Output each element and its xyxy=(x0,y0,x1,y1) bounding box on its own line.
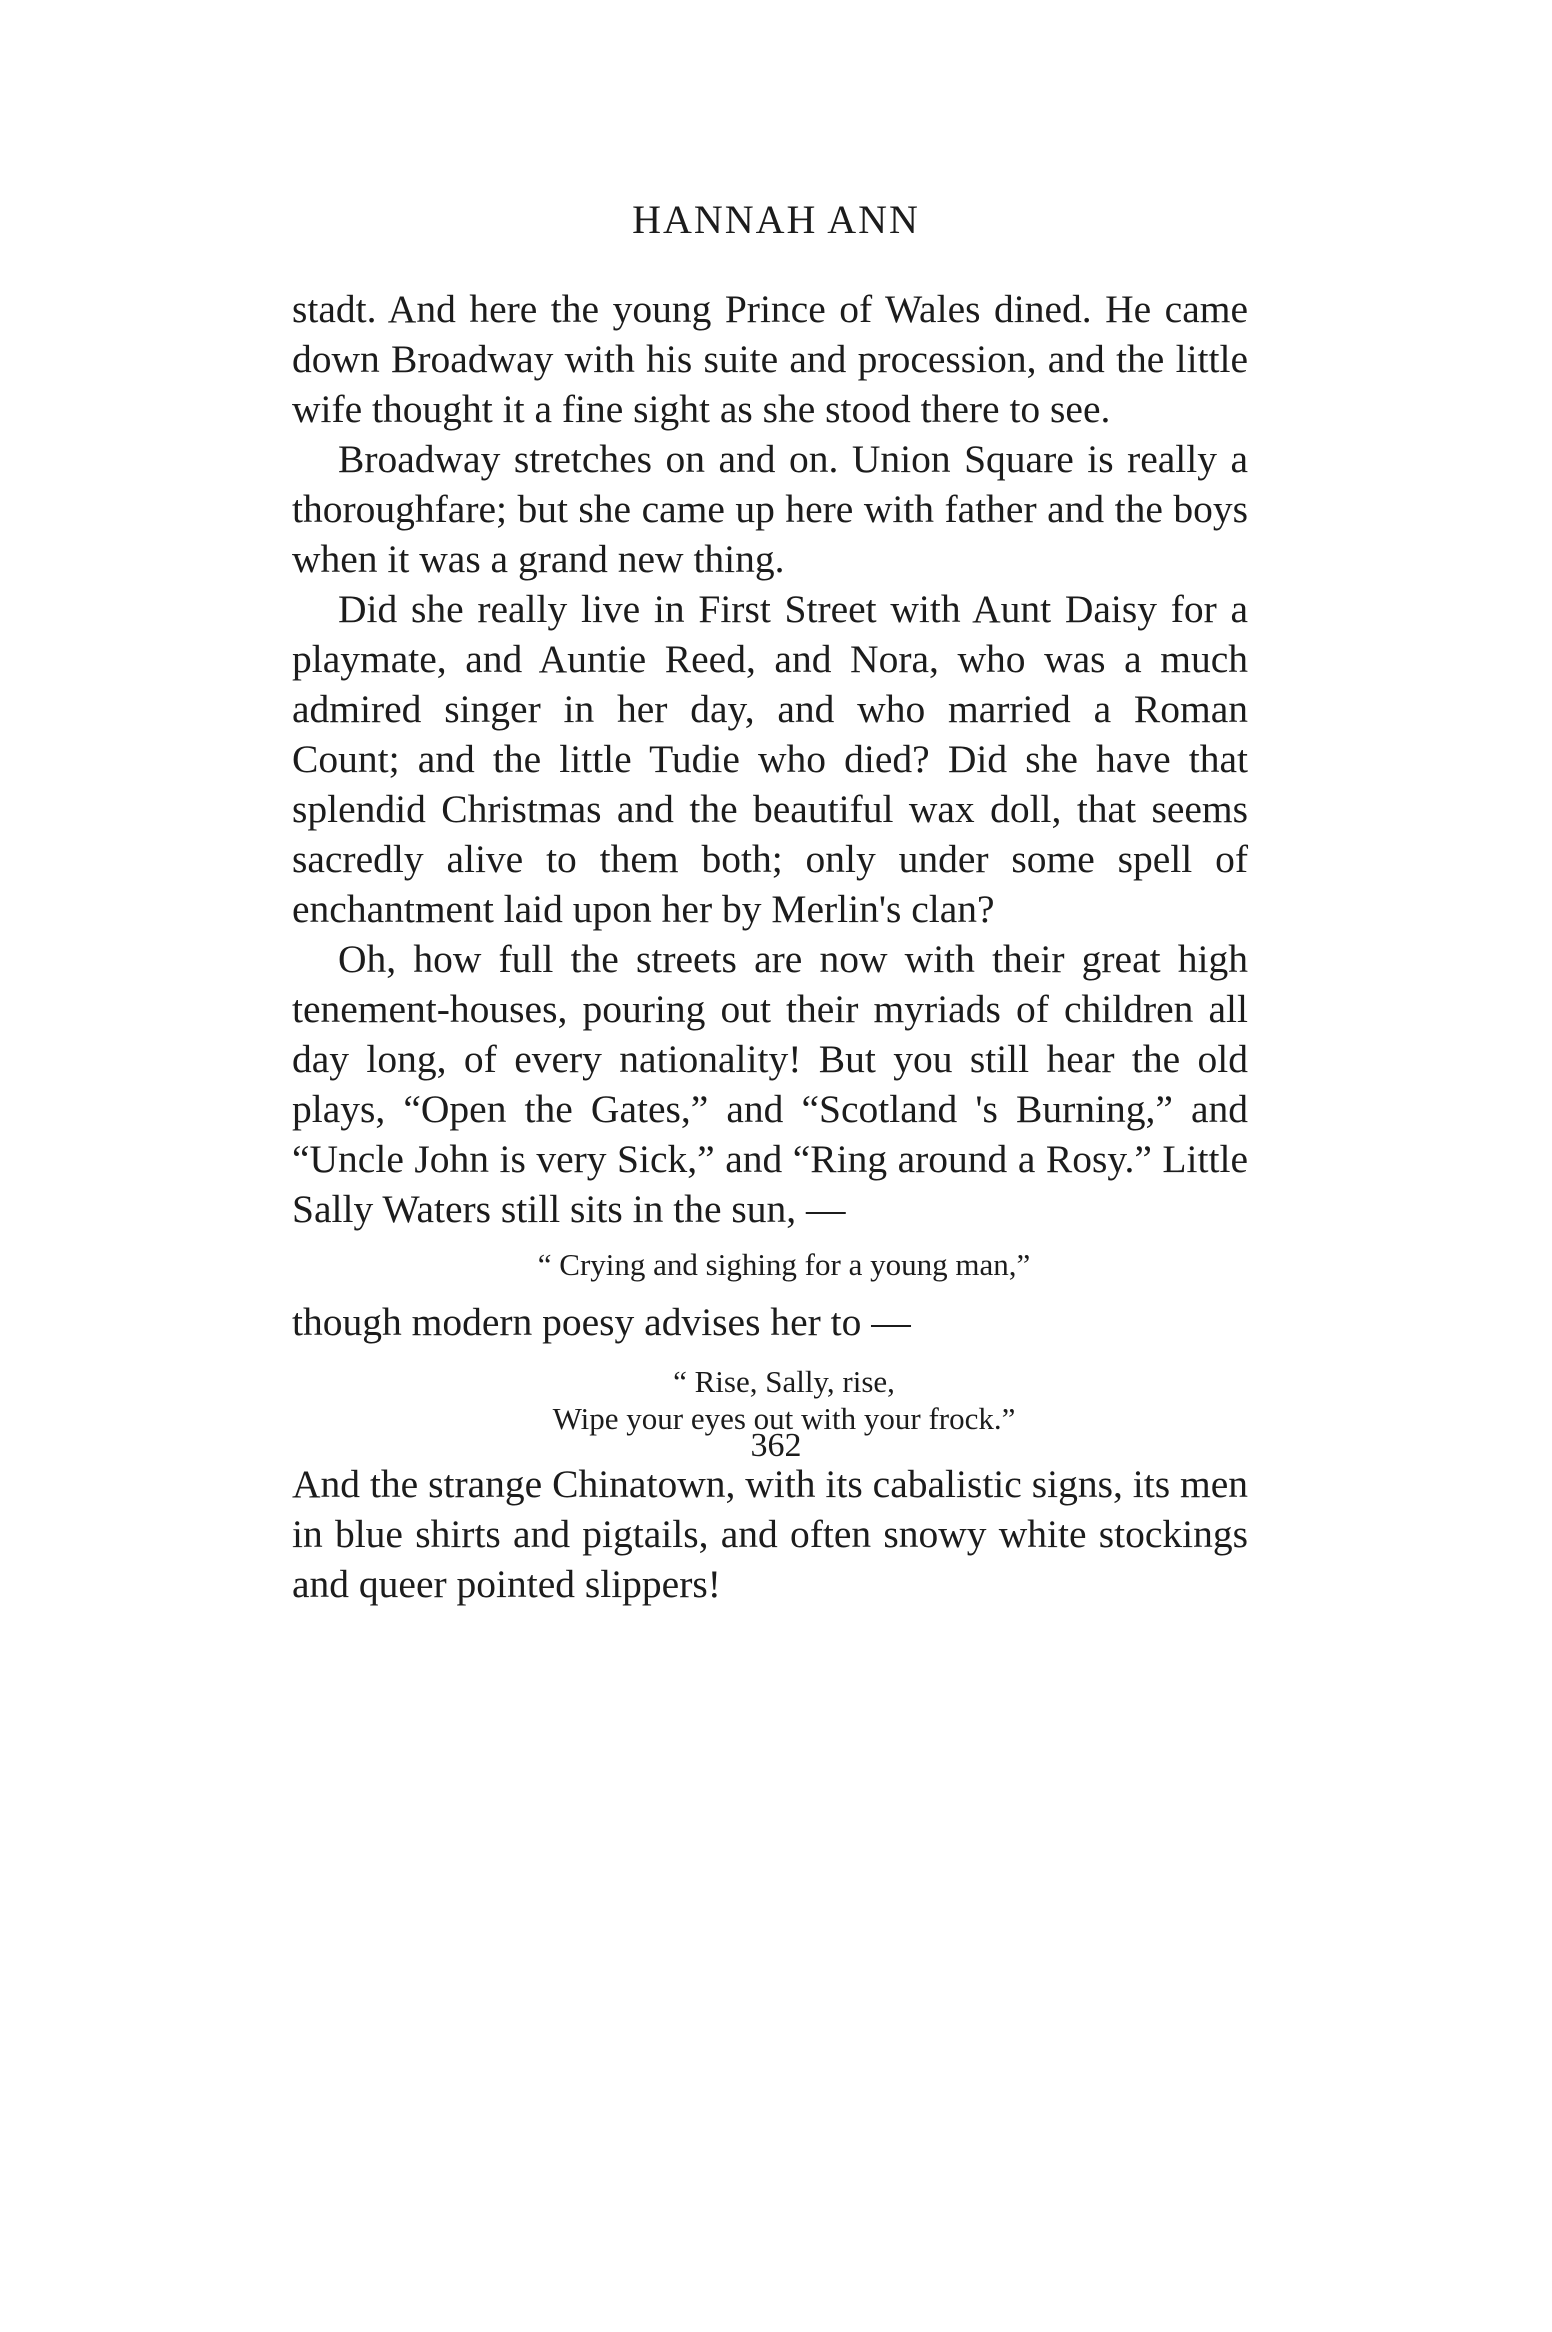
paragraph-chinatown: And the strange Chinatown, with its cabalistic signs, its men in blue shirts and pigtails, and often snowy white stockings and queer pointed slippers! xyxy=(292,1462,1248,1606)
body-text xyxy=(292,284,1248,1609)
paragraph-broadway: Broadway stretches on and on. Union Square is really a thoroughfare; but she came up here with father and the boys when it was a grand new thing. xyxy=(292,437,1248,581)
running-title: HANNAH ANN xyxy=(632,197,920,242)
paragraph-tenement-houses: Oh, how full the streets are now with their great high tenement-houses, pouring out their myriads of children all day long, of every nationality! But you still hear the old plays, “Open the Gates,” and “Scotland 's Burning,” and “Uncle John is very Sick,” and “Ring around a Rosy.” Little Sally Waters still sits in the sun, — xyxy=(292,937,1248,1231)
verse-line: “ Rise, Sally, rise, xyxy=(673,1364,895,1399)
paragraph-prince-of-wales: stadt. And here the young Prince of Wales dined. He came down Broadway with his suite and procession, and the little wife thought it a fine sight as she stood there to see. xyxy=(292,287,1248,431)
verse-line: Wipe your eyes out with your frock.” xyxy=(552,1401,1016,1436)
verse-quote-crying xyxy=(320,1246,1248,1283)
paragraph-modern-poesy: though modern poesy advises her to — xyxy=(292,1300,911,1344)
paragraph-first-street: Did she really live in First Street with Aunt Daisy for a playmate, and Auntie Reed, and Nora, who was a much admired singer in her day, and who married a Roman Count; and the little Tudie who died? Did she have that splendid Christmas and the beautiful wax doll, that seems sacredly alive to them both; only under some spell of enchantment laid upon her by Merlin's clan? xyxy=(292,587,1248,931)
page-number: 362 xyxy=(750,1427,802,1464)
verse-line: “ Crying and sighing for a young man,” xyxy=(537,1247,1031,1282)
